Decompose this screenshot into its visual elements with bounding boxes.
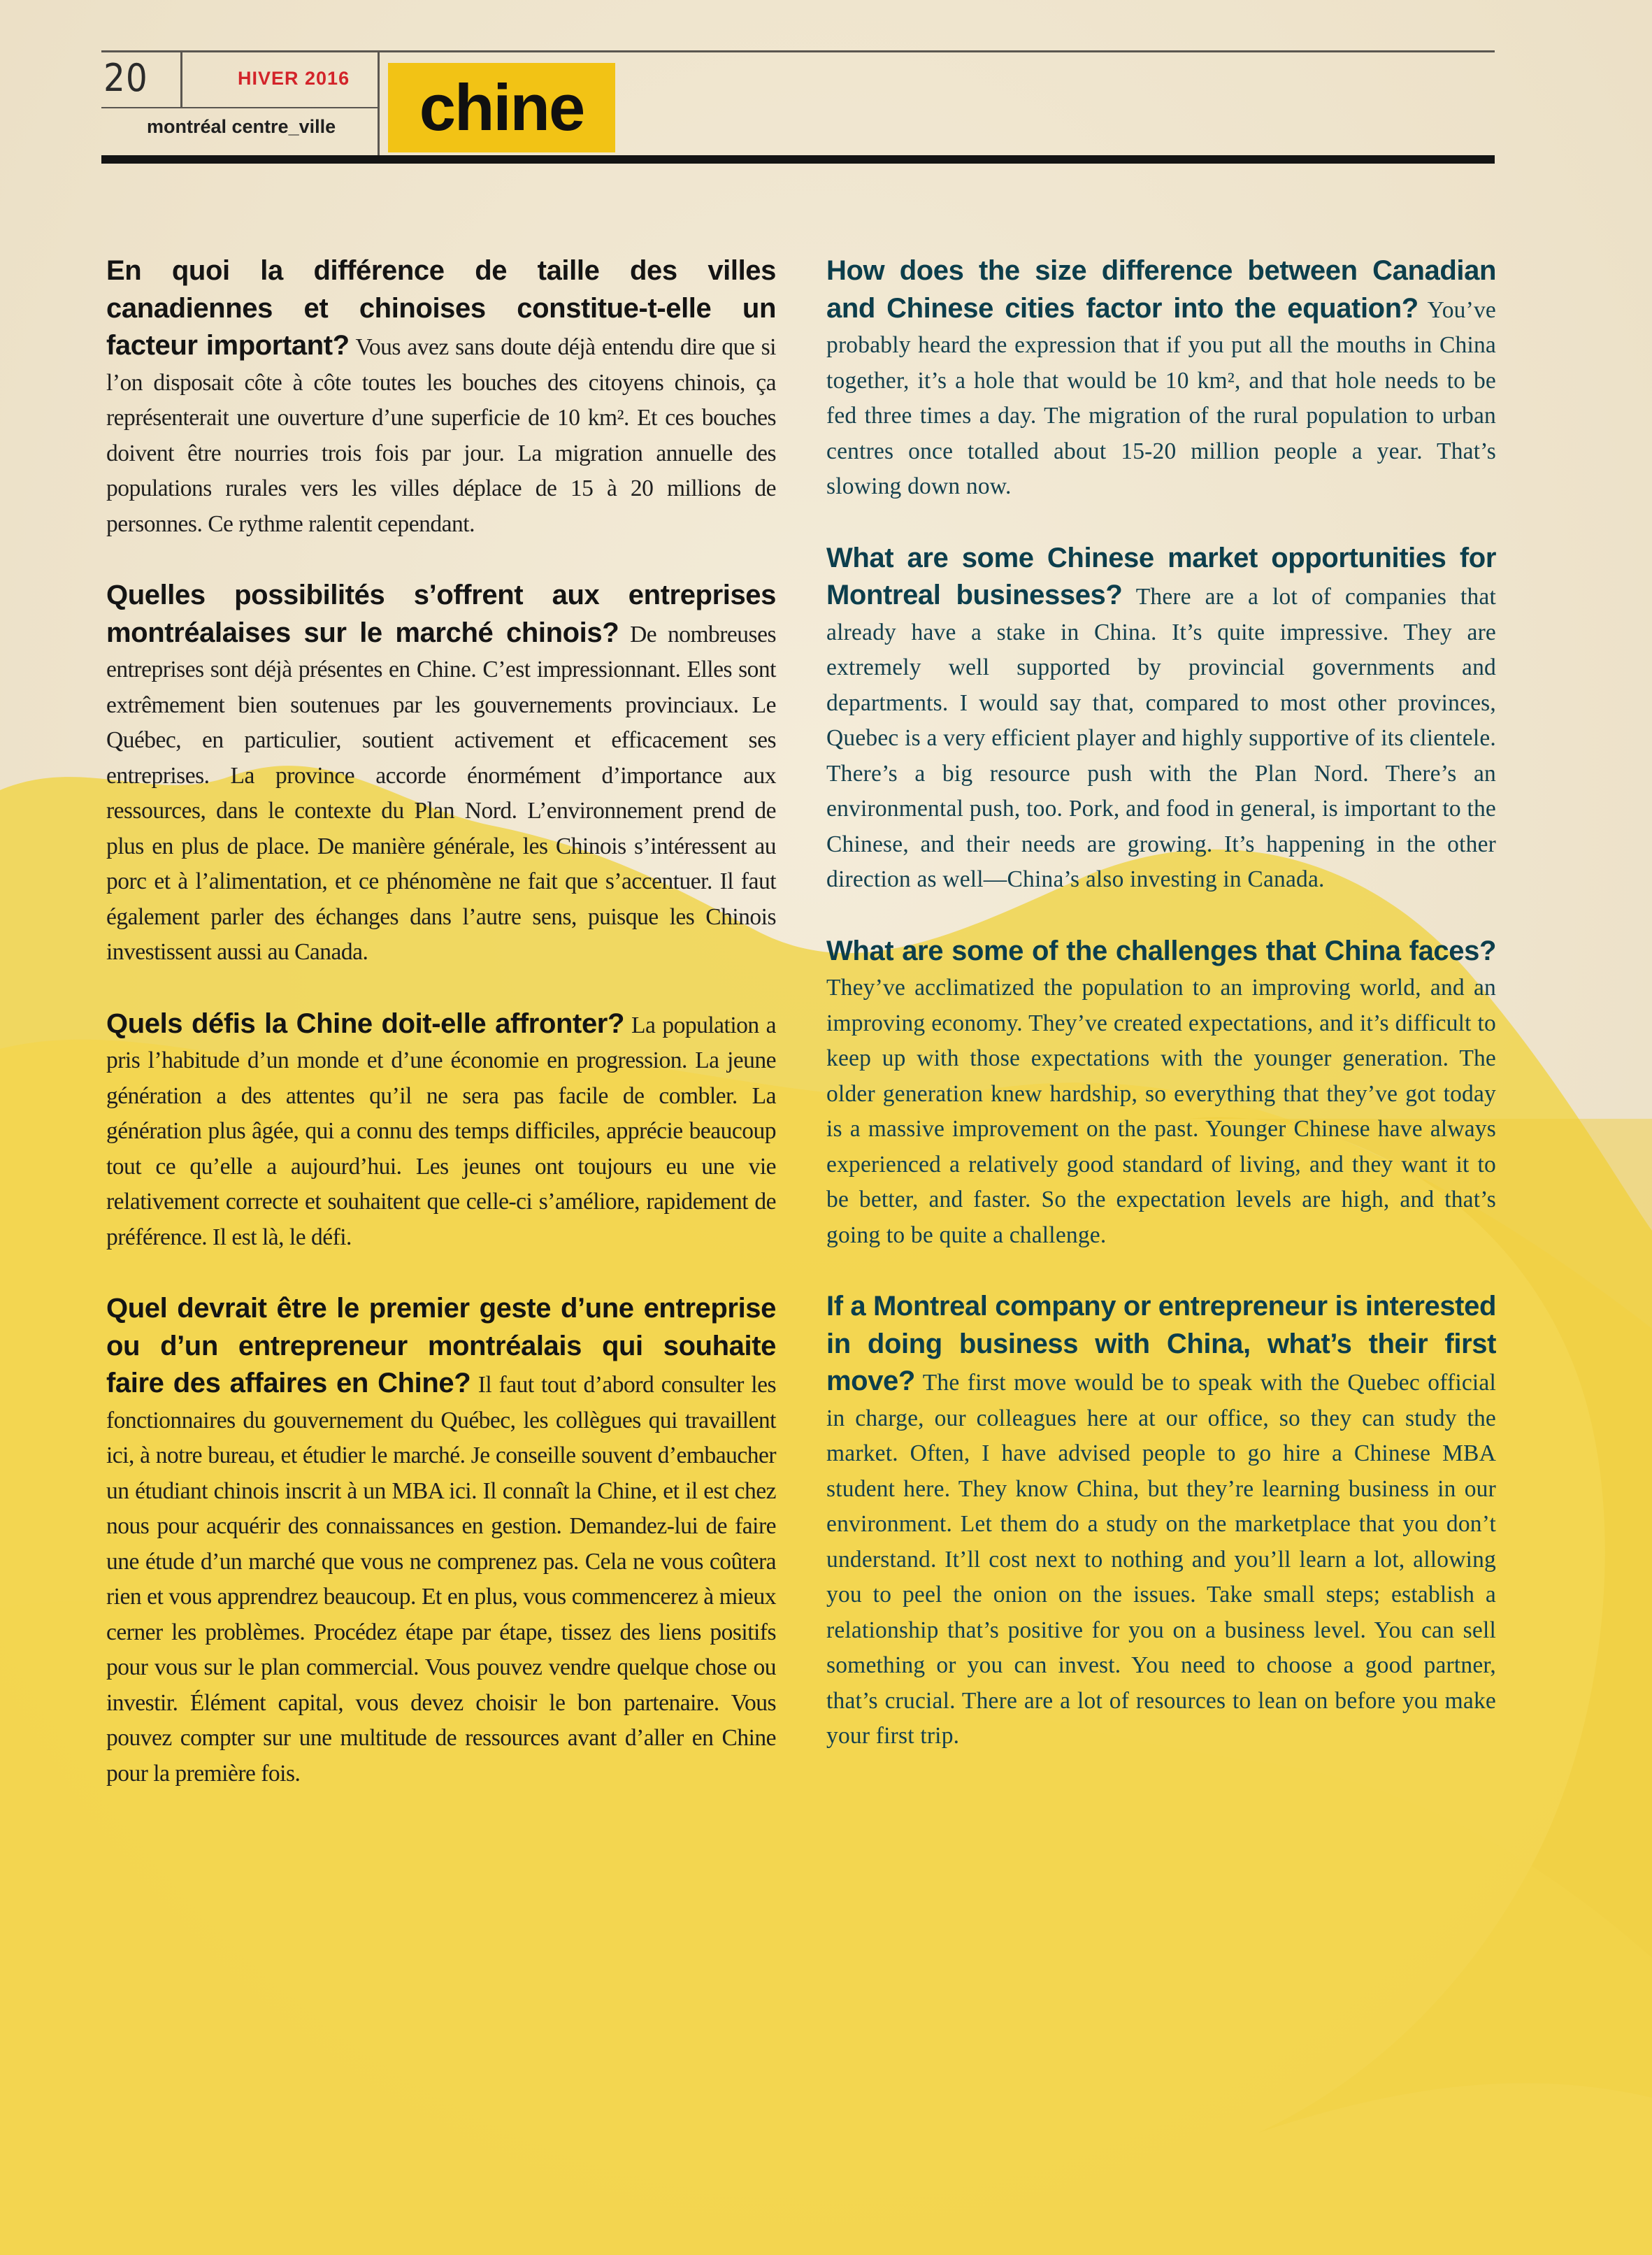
question: What are some of the challenges that China faces? [826,935,1496,966]
header-bottom-rule [101,155,1495,164]
interview-paragraph [826,541,1496,898]
question: How does the size difference between Canadian and Chinese cities factor into the equation? [826,255,1496,324]
answer: Vous avez sans doute déjà entendu dire que si l’on disposait côte à côte toutes les bouches des citoyens chinois, ça représenterait une ouverture d’une superficie de 10 km². Et ces bouches doivent être nourries trois fois par jour. La migration annuelle des populations rurales vers les villes déplace de 15 à 20 millions de personnes. Ce rythme ralentit cependant. [106,334,776,537]
interview-paragraph [106,1291,776,1791]
interview-paragraph [106,1006,776,1256]
question: Quelles possibilités s’offrent aux entreprises montréalaises sur le marché chinois? [106,580,776,648]
interview-paragraph [826,253,1496,505]
interview-paragraph [826,933,1496,1254]
section-tag: chine [419,71,584,144]
english-column [826,253,1496,1790]
answer: You’ve probably heard the expression that if you put all the mouths in China together, it’s a hole that would be 10 km², and that hole needs to be fed three times a day. The migration of the rural population to urban centres once totalled about 15-20 million people a year. That’s slowing down now. [826,296,1496,499]
question: Quels défis la Chine doit-elle affronter? [106,1008,624,1039]
header-divider [378,52,380,155]
french-column [106,253,776,1827]
answer: Il faut tout d’abord consulter les fonctionnaires du gouvernement du Québec, les collègues qui travaillent ici, à notre bureau, et étudier le marché. Je conseille souvent d’embaucher un étudiant chinois inscrit à un MBA ici. Il connaît la Chine, et il est chez nous pour acquérir des connaissances en gestion. Demandez-lui de faire une étude d’un marché que vous ne comprenez pas. Cela ne vous coûtera rien et vous apprendrez beaucoup. Et en plus, vous commencerez à mieux cerner les problèmes. Procédez étape par étape, tissez des liens positifs pour vous sur le plan commercial. Vous pouvez vendre quelque chose ou investir. Élément capital, vous devez choisir le bon partenaire. Vous pouvez compter sur une multitude de ressources avant d’aller en Chine pour la première fois. [106,1372,777,1787]
question: En quoi la différence de taille des villes canadiennes et chinoises constitue-t-elle un facteur important? [106,255,776,361]
section-name: montréal centre_ville [147,116,336,137]
interview-paragraph [826,1289,1496,1754]
header-inner-rule [101,107,378,108]
answer: The first move would be to speak with the Quebec official in charge, our colleagues here at our office, so they can study the market. Often, I have advised people to go hire a Chinese MBA student here. They know China, but they’re learning business in our environment. Let them do a study on the marketplace that you don’t understand. It’ll cost next to nothing and you’ll learn a lot, allowing you to peel the onion on the issues. Take small steps; establish a relationship that’s positive for you on a business level. You can sell something or you can invest. You need to choose a good partner, that’s crucial. There are a lot of resources to lean on before you make your first trip. [826,1370,1496,1749]
interview-paragraph [106,578,776,971]
answer: There are a lot of companies that already have a stake in China. It’s quite impressive. They are extremely well supported by provincial governments and departments. I would say that, compared to most other provinces, Quebec is a very efficient player and highly supportive of its clientele. There’s a big resource push with the Plan Nord. There’s an environmental push, too. Pork, and food in general, is important to the Chinese, and their needs are growing. It’s happening in the other direction as well—China’s also investing in Canada. [826,584,1496,892]
answer: They’ve acclimatized the population to an improving world, and an improving economy. They’ve created expectations, and it’s difficult to keep up with those expectations with the younger generation. The older generation knew hardship, so everything that they’ve got today is a massive improvement on the past. Younger Chinese have always experienced a relatively good standard of living, and they want it to be better, and faster. So the expectation levels are high, and that’s going to be quite a challenge. [826,975,1496,1248]
page-number: 20 [103,56,148,100]
answer: La population a pris l’habitude d’un monde et d’une économie en progression. La jeune génération a des attentes qu’il ne sera pas facile de combler. La génération plus âgée, qui a connu des temps difficiles, apprécie beaucoup tout ce qu’elle a aujourd’hui. Les jeunes ont toujours eu une vie relativement correcte et souhaitent que celle-ci s’améliore, rapidement de préférence. Il est là, le défi. [106,1012,776,1250]
question: If a Montreal company or entrepreneur is interested in doing business with China, what’s their first move? [826,1291,1496,1396]
answer: De nombreuses entreprises sont déjà présentes en Chine. C’est impressionnant. Elles sont extrêmement bien soutenues par les gouvernements provinciaux. Le Québec, en particulier, soutient activement et efficacement ses entreprises. La province accorde énormément d’importance aux ressources, dans le contexte du Plan Nord. L’environnement prend de plus en plus de place. De manière générale, les Chinois s’intéressent au porc et à l’alimentation, et ce phénomène ne fait que s’accentuer. Il faut également parler des échanges dans l’autre sens, puisque les Chinois investissent aussi au Canada. [106,621,776,965]
header-top-rule [101,50,1495,52]
interview-paragraph [106,253,776,542]
issue-season: HIVER 2016 [238,68,350,89]
question: Quel devrait être le premier geste d’une entreprise ou d’un entrepreneur montréalais qui souhaite faire des affaires en Chine? [106,1293,776,1398]
header-divider [180,52,182,107]
question: What are some Chinese market opportunities for Montreal businesses? [826,542,1496,610]
